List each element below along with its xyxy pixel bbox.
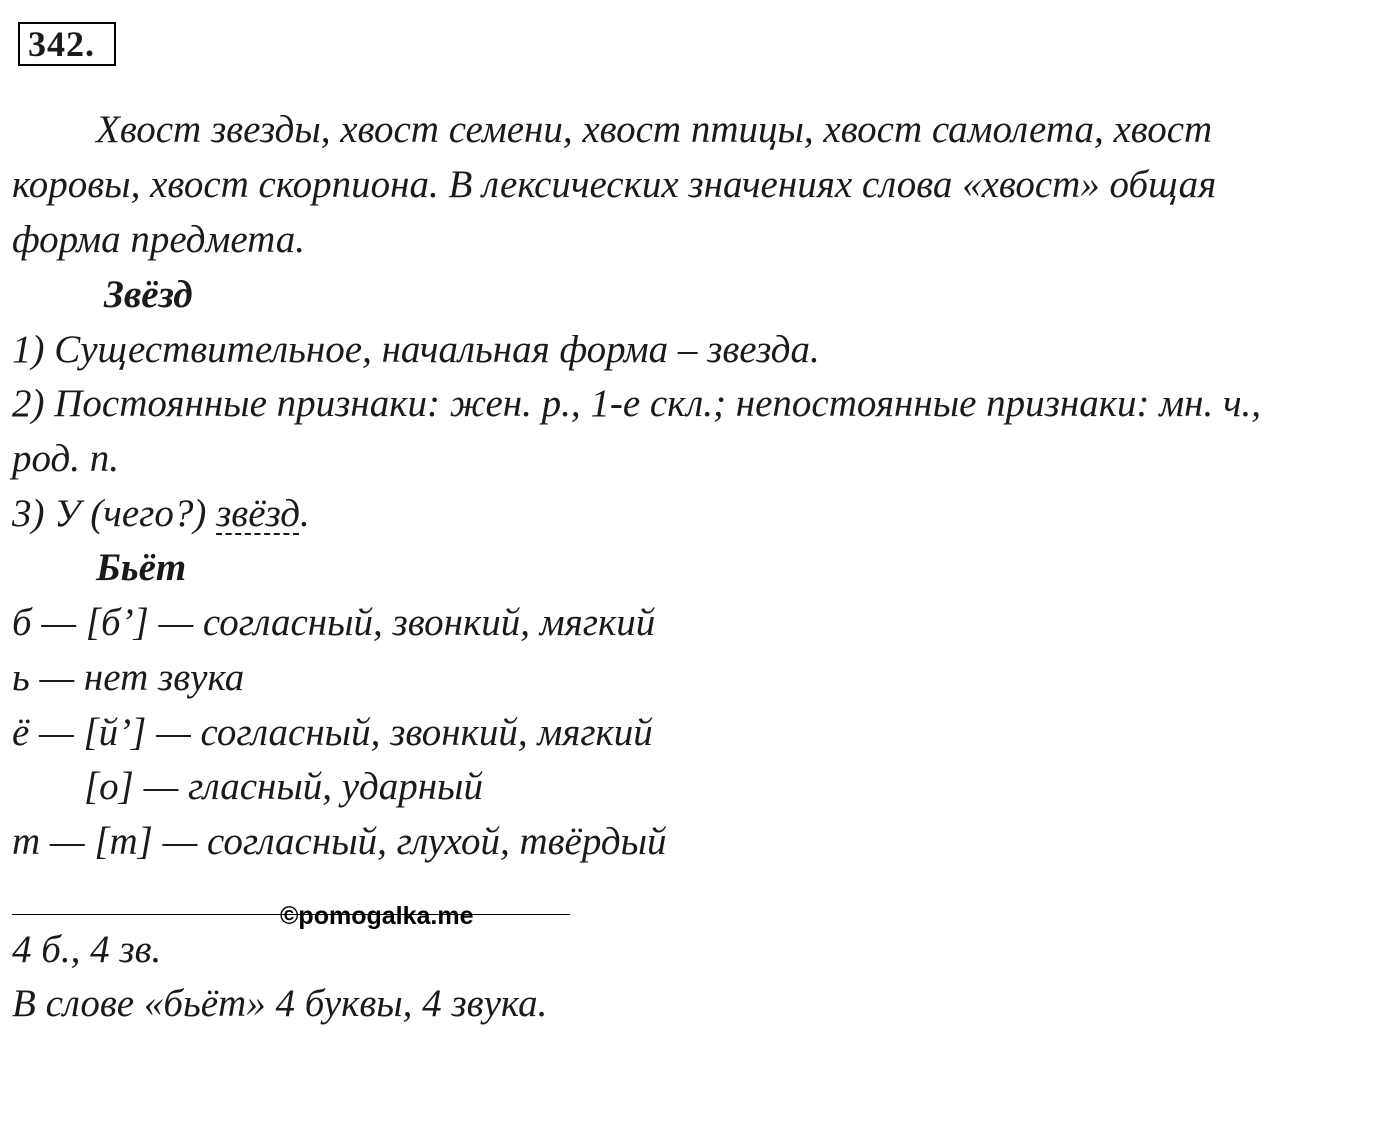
morph-item-3-word: звёзд xyxy=(216,492,300,535)
phonetic-row-4: [о] — гласный, ударный xyxy=(84,765,483,808)
task-number: 342. xyxy=(18,22,116,66)
morph-item-3 xyxy=(12,490,310,538)
phonetic-row-1: б — [б’] — согласный, звонкий, мягкий xyxy=(12,601,656,644)
phonetic-row-3: ё — [й’] — согласный, звонкий, мягкий xyxy=(12,711,653,754)
morph-item-2-line-1: 2) Постоянные признаки: жен. р., 1-е скл.; непостоянные признаки: мн. ч., xyxy=(12,382,1262,425)
phonetic-row-2: ь — нет звука xyxy=(12,656,245,699)
letter-sound-count-full: В слове «бьёт» 4 буквы, 4 звука. xyxy=(12,982,548,1025)
paragraph-line-1: Хвост звезды, хвост семени, хвост птицы, хвост самолета, хвост xyxy=(96,108,1213,151)
morph-item-1: 1) Существительное, начальная форма – звезда. xyxy=(12,328,820,371)
morph-item-3-suffix: . xyxy=(299,492,310,535)
phonetic-heading: Бьёт xyxy=(96,546,187,589)
morph-item-3-prefix: 3) У (чего?) xyxy=(12,492,217,535)
paragraph-line-2: коровы, хвост скорпиона. В лексических значениях слова «хвост» общая xyxy=(12,163,1217,206)
morph-heading: Звёзд xyxy=(104,273,193,316)
watermark: ©pomogalka.me xyxy=(280,902,474,930)
phonetic-row-5: т — [т] — согласный, глухой, твёрдый xyxy=(12,820,667,863)
letter-sound-count-short: 4 б., 4 зв. xyxy=(12,928,162,971)
morph-item-2-line-2: род. п. xyxy=(12,437,119,480)
paragraph-line-3: форма предмета. xyxy=(12,218,306,261)
